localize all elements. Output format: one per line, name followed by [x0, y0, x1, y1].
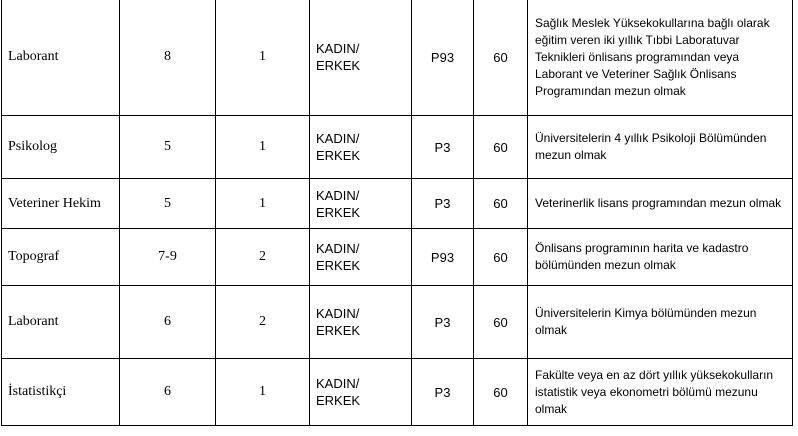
score-type-cell: P93: [412, 229, 474, 286]
gender-line-2: ERKEK: [316, 148, 361, 163]
count-cell: 2: [216, 286, 310, 359]
gender-cell: [310, 0, 412, 116]
gender-line-2: ERKEK: [316, 258, 361, 273]
requirement-cell: Sağlık Meslek Yüksekokullarına bağlı olarak eğitim veren iki yıllık Tıbbi Laboratuvar Teknikleri önlisans programından veya Laborant ve Veteriner Sağlık Önlisans Programından mezun olmak: [528, 0, 793, 116]
requirement-cell: Veterinerlik lisans programından mezun olmak: [528, 179, 793, 229]
table-row: [2, 359, 793, 426]
count-cell: 2: [216, 229, 310, 286]
grade-cell: 6: [120, 359, 216, 426]
gender-line-2: ERKEK: [316, 58, 361, 73]
gender-line-1: KADIN/: [316, 306, 360, 321]
requirement-cell: Önlisans programının harita ve kadastro bölümünden mezun olmak: [528, 229, 793, 286]
age-cell: 60: [474, 116, 528, 179]
position-title: Topograf: [2, 229, 120, 286]
grade-cell: 5: [120, 179, 216, 229]
gender-cell: [310, 359, 412, 426]
score-type-cell: P3: [412, 179, 474, 229]
gender-line-1: KADIN/: [316, 376, 360, 391]
score-type-cell: P3: [412, 286, 474, 359]
score-type-cell: P93: [412, 0, 474, 116]
positions-table: [1, 0, 793, 426]
gender-cell: [310, 116, 412, 179]
gender-line-1: KADIN/: [316, 241, 360, 256]
table-row: [2, 179, 793, 229]
grade-cell: 6: [120, 286, 216, 359]
gender-line-2: ERKEK: [316, 323, 361, 338]
grade-cell: 7-9: [120, 229, 216, 286]
score-type-cell: P3: [412, 359, 474, 426]
table-row: [2, 0, 793, 116]
table-row: [2, 286, 793, 359]
position-title: İstatistikçi: [2, 359, 120, 426]
count-cell: 1: [216, 116, 310, 179]
table-row: [2, 229, 793, 286]
requirement-cell: Üniversitelerin Kimya bölümünden mezun olmak: [528, 286, 793, 359]
age-cell: 60: [474, 229, 528, 286]
gender-line-1: KADIN/: [316, 41, 360, 56]
gender-line-1: KADIN/: [316, 131, 360, 146]
gender-line-2: ERKEK: [316, 204, 361, 220]
gender-cell: [310, 229, 412, 286]
gender-cell: [310, 286, 412, 359]
age-cell: 60: [474, 179, 528, 229]
count-cell: 1: [216, 0, 310, 116]
position-title: Laborant: [2, 0, 120, 116]
grade-cell: 5: [120, 116, 216, 179]
gender-cell: [310, 179, 412, 229]
age-cell: 60: [474, 359, 528, 426]
gender-line-1: KADIN/: [316, 187, 360, 203]
age-cell: 60: [474, 286, 528, 359]
position-title: Psikolog: [2, 116, 120, 179]
count-cell: 1: [216, 359, 310, 426]
count-cell: 1: [216, 179, 310, 229]
position-title: Veteriner Hekim: [2, 179, 120, 229]
table-row: [2, 116, 793, 179]
position-title: Laborant: [2, 286, 120, 359]
age-cell: 60: [474, 0, 528, 116]
score-type-cell: P3: [412, 116, 474, 179]
requirement-cell: Üniversitelerin 4 yıllık Psikoloji Bölümünden mezun olmak: [528, 116, 793, 179]
gender-line-2: ERKEK: [316, 393, 361, 408]
requirement-cell: Fakülte veya en az dört yıllık yüksekokulların istatistik veya ekonometri bölümü mezunu olmak: [528, 359, 793, 426]
grade-cell: 8: [120, 0, 216, 116]
